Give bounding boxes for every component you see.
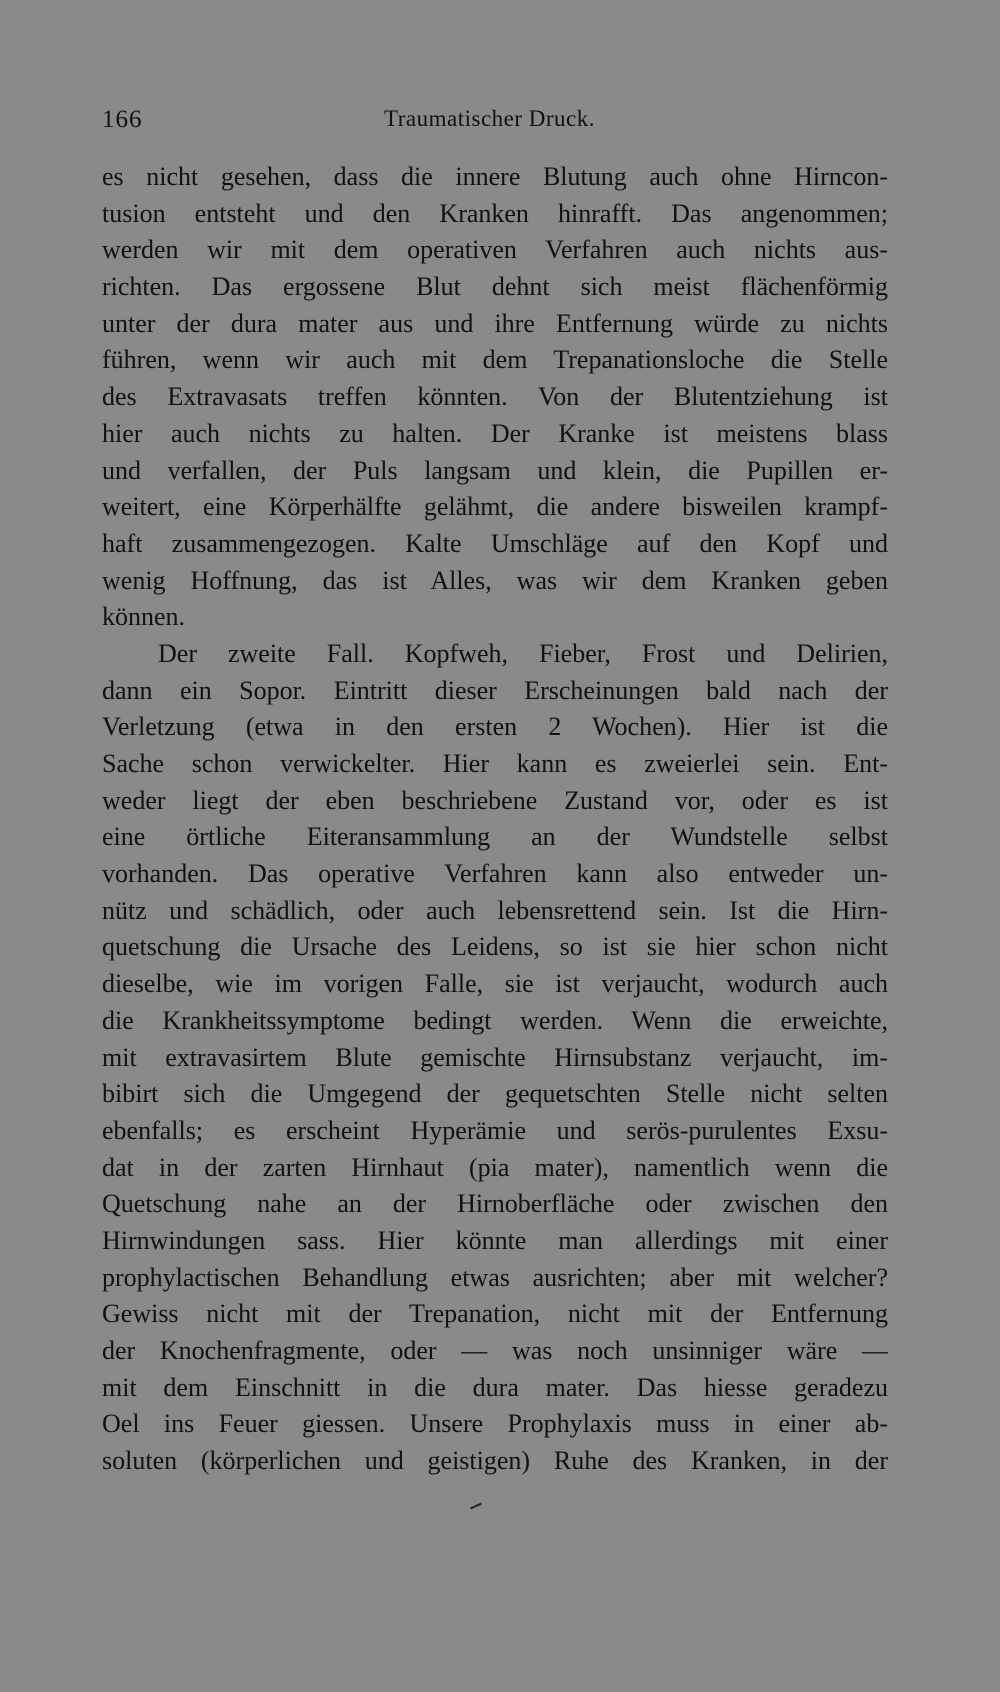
text-line: prophylactischen Behandlung etwas ausrichten; aber mit welcher? xyxy=(102,1262,888,1292)
text-line: bibirt sich die Umgegend der gequetschten Stelle nicht selten xyxy=(102,1079,888,1109)
text-line: soluten (körperlichen und geistigen) Ruhe des Kranken, in der xyxy=(102,1446,888,1476)
text-line: Verletzung (etwa in den ersten 2 Wochen). Hier ist die xyxy=(102,712,888,742)
text-line: Quetschung nahe an der Hirnoberfläche oder zwischen den xyxy=(102,1189,888,1219)
text-line: und verfallen, der Puls langsam und klein, die Pupillen er- xyxy=(102,455,888,485)
text-line: weitert, eine Körperhälfte gelähmt, die andere bisweilen krampf- xyxy=(102,492,888,522)
text-line: richten. Das ergossene Blut dehnt sich meist flächenförmig xyxy=(102,272,888,302)
page-header xyxy=(102,102,898,142)
text-line: eine örtliche Eiteransammlung an der Wundstelle selbst xyxy=(102,822,888,852)
text-line: ebenfalls; es erscheint Hyperämie und serös-purulentes Exsu- xyxy=(102,1115,888,1145)
text-line: Sache schon verwickelter. Hier kann es zweierlei sein. Ent- xyxy=(102,749,888,778)
text-line: Der zweite Fall. Kopfweh, Fieber, Frost und Delirien, xyxy=(158,638,888,668)
page-number: 166 xyxy=(102,106,143,133)
text-line: mit extravasirtem Blute gemischte Hirnsubstanz verjaucht, im- xyxy=(102,1042,888,1072)
stray-print-mark xyxy=(470,1503,482,1510)
text-line: Hirnwindungen sass. Hier könnte man allerdings mit einer xyxy=(102,1225,888,1255)
text-line: die Krankheitssymptome bedingt werden. Wenn die erweichte, xyxy=(102,1005,888,1035)
text-line: Gewiss nicht mit der Trepanation, nicht mit der Entfernung xyxy=(102,1299,888,1329)
text-line: es nicht gesehen, dass die innere Blutung auch ohne Hirncon- xyxy=(102,162,888,191)
text-line: vorhanden. Das operative Verfahren kann also entweder un- xyxy=(102,859,888,889)
text-line: dat in der zarten Hirnhaut (pia mater), namentlich wenn die xyxy=(102,1152,888,1182)
running-head: Traumatischer Druck. xyxy=(384,106,595,131)
text-line: nütz und schädlich, oder auch lebensrettend sein. Ist die Hirn- xyxy=(102,895,888,925)
text-line: dieselbe, wie im vorigen Falle, sie ist verjaucht, wodurch auch xyxy=(102,969,888,999)
text-line: hier auch nichts zu halten. Der Kranke ist meistens blass xyxy=(102,418,888,448)
text-line: führen, wenn wir auch mit dem Trepanationsloche die Stelle xyxy=(102,345,888,375)
text-line: unter der dura mater aus und ihre Entfernung würde zu nichts xyxy=(102,308,888,338)
text-line: tusion entsteht und den Kranken hinrafft. Das angenommen; xyxy=(102,198,888,228)
text-line: weder liegt der eben beschriebene Zustand vor, oder es ist xyxy=(102,785,888,815)
text-line: Oel ins Feuer giessen. Unsere Prophylaxis muss in einer ab- xyxy=(102,1409,888,1439)
text-line: des Extravasats treffen könnten. Von der Blutentziehung ist xyxy=(102,382,888,412)
text-line: dann ein Sopor. Eintritt dieser Erscheinungen bald nach der xyxy=(102,675,888,705)
text-line: der Knochenfragmente, oder — was noch unsinniger wäre — xyxy=(102,1336,888,1365)
body-text xyxy=(102,159,888,1480)
text-line: quetschung die Ursache des Leidens, so ist sie hier schon nicht xyxy=(102,932,888,962)
text-line: können. xyxy=(102,602,186,632)
text-line: haft zusammengezogen. Kalte Umschläge auf den Kopf und xyxy=(102,528,888,558)
text-line: wenig Hoffnung, das ist Alles, was wir dem Kranken geben xyxy=(102,565,888,595)
text-line: werden wir mit dem operativen Verfahren auch nichts aus- xyxy=(102,235,888,265)
text-line: mit dem Einschnitt in die dura mater. Das hiesse geradezu xyxy=(102,1372,888,1402)
